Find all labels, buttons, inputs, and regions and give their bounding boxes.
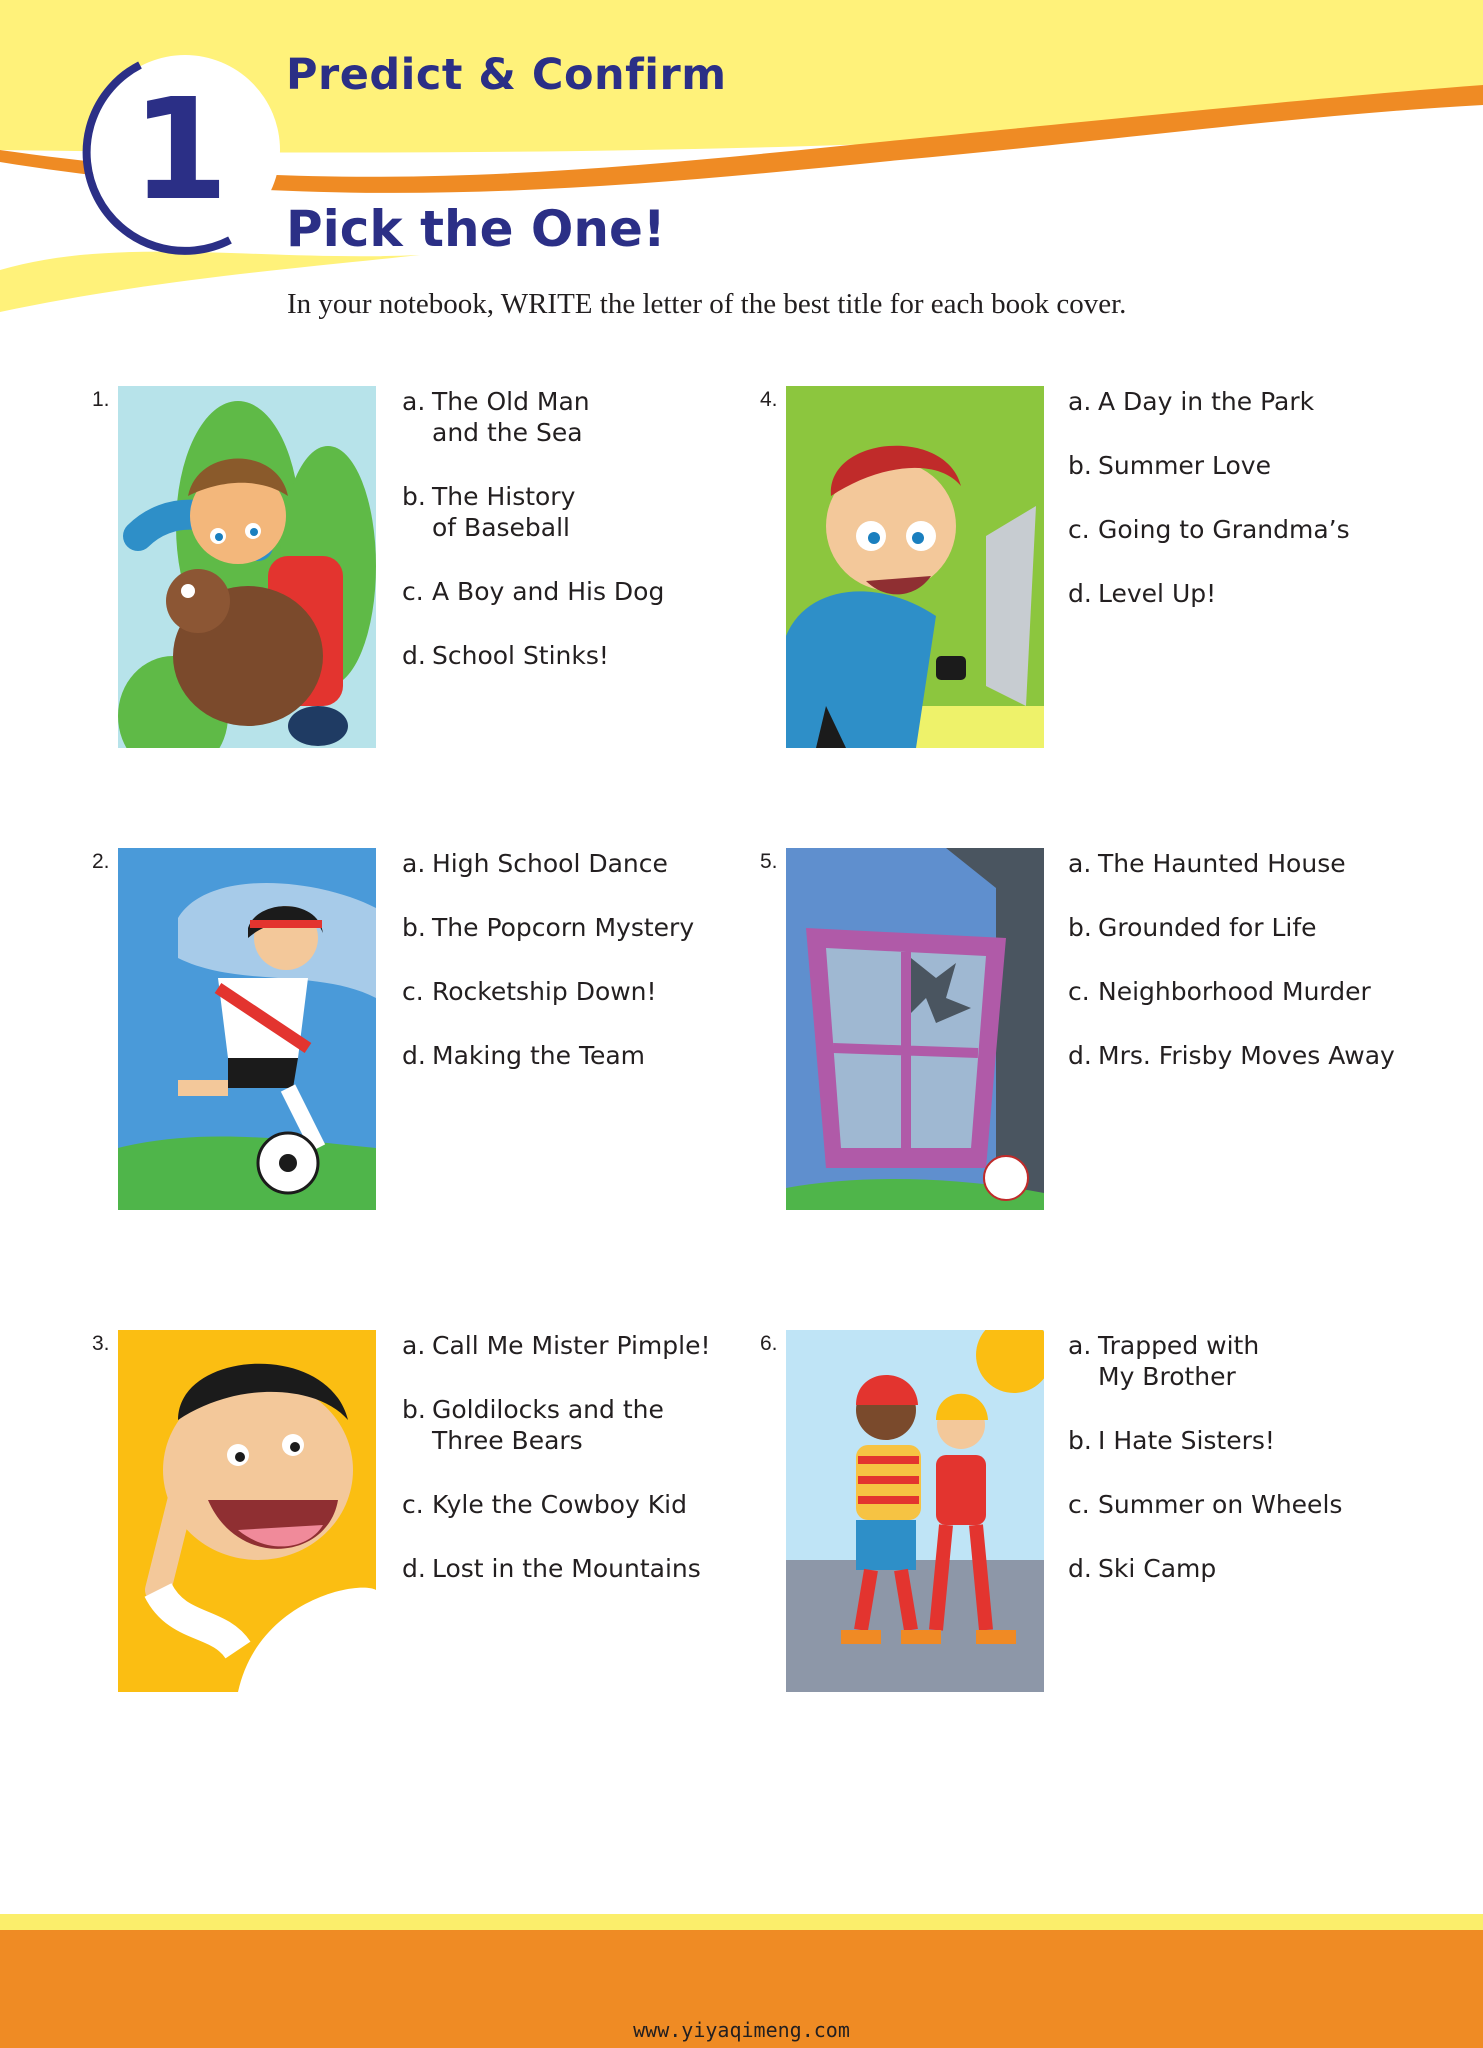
question-3 bbox=[92, 1330, 772, 1710]
question-number: 3. bbox=[92, 1332, 110, 1355]
question-number: 4. bbox=[760, 388, 778, 411]
option-c[interactable]: c. Kyle the Cowboy Kid bbox=[402, 1490, 687, 1519]
answer-options bbox=[1068, 1330, 1438, 1617]
option-a[interactable]: a. High School Dance bbox=[402, 849, 668, 878]
answer-options bbox=[402, 386, 772, 704]
section-number-badge bbox=[0, 0, 300, 260]
footer-url: www.yiyaqimeng.com bbox=[633, 2018, 850, 2042]
option-a[interactable]: a. The Old Man and the Sea bbox=[402, 387, 590, 447]
option-d[interactable]: d. Ski Camp bbox=[1068, 1554, 1217, 1583]
book-cover-4 bbox=[786, 386, 1044, 748]
broken-window-baseball-illustration-icon bbox=[786, 848, 1044, 1210]
question-number: 1. bbox=[92, 388, 110, 411]
option-d[interactable]: d. Making the Team bbox=[402, 1041, 646, 1070]
answer-options bbox=[1068, 386, 1438, 642]
section-label: Predict & Confirm bbox=[286, 50, 727, 100]
option-b[interactable]: b. Summer Love bbox=[1068, 451, 1271, 480]
option-b[interactable]: b. The Popcorn Mystery bbox=[402, 913, 695, 942]
option-c[interactable]: c. Going to Grandma’s bbox=[1068, 515, 1350, 544]
option-d[interactable]: d. Lost in the Mountains bbox=[402, 1554, 701, 1583]
option-c[interactable]: c. Neighborhood Murder bbox=[1068, 977, 1371, 1006]
option-c[interactable]: c. A Boy and His Dog bbox=[402, 577, 665, 606]
girl-playing-soccer-illustration-icon bbox=[118, 848, 376, 1210]
page-title: Pick the One! bbox=[286, 200, 666, 258]
question-2 bbox=[92, 848, 772, 1228]
option-a[interactable]: a. Trapped with My Brother bbox=[1068, 1331, 1260, 1391]
question-6 bbox=[760, 1330, 1440, 1710]
question-1 bbox=[92, 386, 772, 766]
option-a[interactable]: a. The Haunted House bbox=[1068, 849, 1346, 878]
question-4 bbox=[760, 386, 1440, 766]
question-5 bbox=[760, 848, 1440, 1228]
answer-options bbox=[1068, 848, 1438, 1104]
book-cover-1 bbox=[118, 386, 376, 748]
question-number: 5. bbox=[760, 850, 778, 873]
option-d[interactable]: d. School Stinks! bbox=[402, 641, 609, 670]
boy-with-dog-illustration-icon bbox=[118, 386, 376, 748]
footer-stripe bbox=[0, 1914, 1483, 1930]
answer-options bbox=[402, 1330, 772, 1617]
option-b[interactable]: b. Grounded for Life bbox=[1068, 913, 1317, 942]
option-d[interactable]: d. Mrs. Frisby Moves Away bbox=[1068, 1041, 1395, 1070]
option-c[interactable]: c. Summer on Wheels bbox=[1068, 1490, 1343, 1519]
option-c[interactable]: c. Rocketship Down! bbox=[402, 977, 657, 1006]
option-b[interactable]: b. I Hate Sisters! bbox=[1068, 1426, 1275, 1455]
kids-rollerblading-illustration-icon bbox=[786, 1330, 1044, 1692]
book-cover-6 bbox=[786, 1330, 1044, 1692]
answer-options bbox=[402, 848, 772, 1104]
option-a[interactable]: a. A Day in the Park bbox=[1068, 387, 1315, 416]
option-a[interactable]: a. Call Me Mister Pimple! bbox=[402, 1331, 711, 1360]
option-b[interactable]: b. Goldilocks and the Three Bears bbox=[402, 1395, 664, 1455]
book-cover-3 bbox=[118, 1330, 376, 1692]
question-number: 6. bbox=[760, 1332, 778, 1355]
instructions: In your notebook, WRITE the letter of the best title for each book cover. bbox=[287, 288, 1127, 320]
option-b[interactable]: b. The History of Baseball bbox=[402, 482, 576, 542]
book-cover-2 bbox=[118, 848, 376, 1210]
boy-picking-nose-illustration-icon bbox=[118, 1330, 376, 1692]
question-number: 2. bbox=[92, 850, 110, 873]
section-number: 1 bbox=[131, 69, 229, 232]
book-cover-5 bbox=[786, 848, 1044, 1210]
boy-playing-video-game-illustration-icon bbox=[786, 386, 1044, 748]
option-d[interactable]: d. Level Up! bbox=[1068, 579, 1217, 608]
